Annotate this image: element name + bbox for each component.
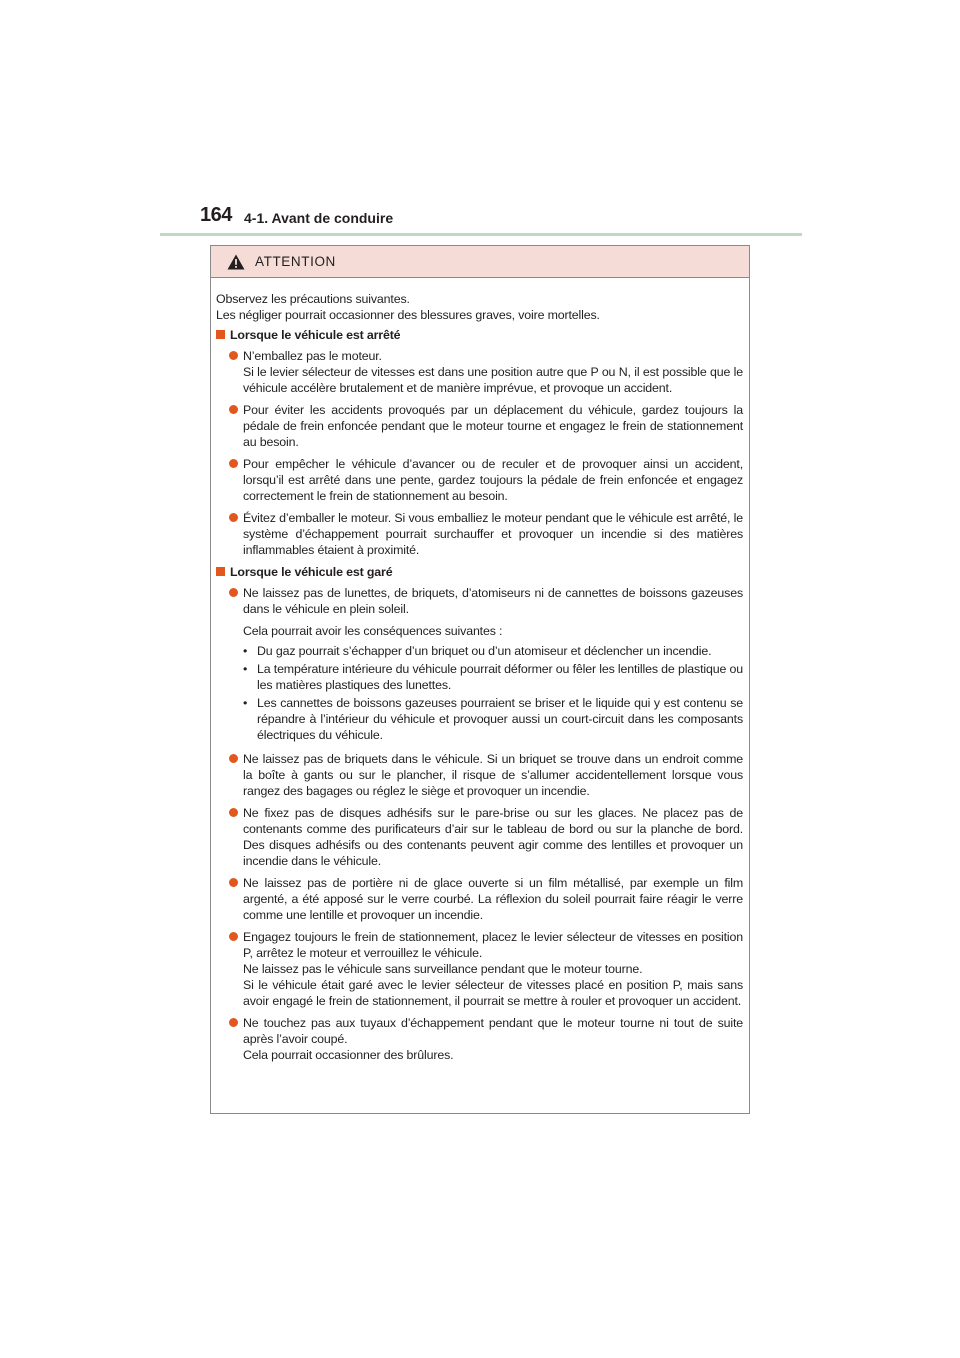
paragraph: Évitez d’emballer le moteur. Si vous emballiez le moteur pendant que le véhicule est arrêté, le système d’échappement pourrait surchauffer et provoquer un incendie si des matières inflammables étaient à proximité. (243, 511, 743, 557)
list-item (216, 1015, 743, 1063)
sub-bullet-icon: • (243, 696, 248, 710)
circle-bullet-icon (229, 405, 238, 414)
section-title: 4-1. Avant de conduire (244, 210, 394, 226)
sub-list-item-text: Du gaz pourrait s’échapper d’un briquet ou d’un atomiseur et déclencher un incendie. (257, 644, 712, 658)
paragraph: Pour empêcher le véhicule d’avancer ou de reculer et de provoquer ainsi un accident, lorsqu’il est arrêté dans une pente, gardez toujours la pédale de frein enfoncée et engagez correctement le frein de stationnement au besoin. (243, 457, 743, 503)
list-item-text (243, 402, 743, 450)
paragraph: Ne touchez pas aux tuyaux d’échappement pendant que le moteur tourne ni tout de suite après l’avoir coupé. Cela pourrait occasionner des brûlures. (243, 1016, 743, 1062)
header-divider (160, 233, 802, 236)
sub-list-item-text: Les cannettes de boissons gazeuses pourraient se briser et le liquide qui y est contenu se répandre à l’intérieur du véhicule et provoquer aussi un court-circuit dans les composants électriques du véhicule. (257, 696, 743, 742)
circle-bullet-icon (229, 588, 238, 597)
paragraph: N’emballez pas le moteur. Si le levier sélecteur de vitesses est dans une position autre que P ou N, il est possible que le véhicule accélère brutalement et de manière imprévue, et provoque un accident. (243, 349, 743, 395)
list-item-text (243, 348, 743, 396)
page-number: 164 (200, 204, 232, 226)
warning-box-title: ATTENTION (255, 254, 336, 269)
list-item (216, 805, 743, 869)
circle-bullet-icon (229, 808, 238, 817)
section-heading (216, 327, 743, 343)
section-label: Lorsque le véhicule est arrêté (230, 328, 401, 342)
circle-bullet-icon (229, 459, 238, 468)
list-item-text (243, 875, 743, 923)
list-item-text (243, 929, 743, 1009)
square-bullet-icon (216, 330, 225, 339)
list-item (216, 751, 743, 799)
list-item-text (243, 510, 743, 558)
list-item-text (243, 456, 743, 504)
list-item (216, 929, 743, 1009)
list-item (216, 510, 743, 558)
list-item (216, 585, 743, 745)
intro-line: Observez les précautions suivantes. (216, 292, 410, 306)
list-item (216, 402, 743, 450)
list-item-text (243, 585, 743, 745)
warning-triangle-icon (227, 254, 245, 270)
list-item (216, 456, 743, 504)
list-item-text (243, 805, 743, 869)
section-heading (216, 564, 743, 580)
sub-list (243, 643, 743, 743)
paragraph: Engagez toujours le frein de stationnement, placez le levier sélecteur de vitesses en position P, arrêtez le moteur et verrouillez le véhicule. Ne laissez pas le véhicule sans surveillance pendant que le moteur tourne. Si le véhicule était garé avec le levier sélecteur de vitesses placé en position P, mais sans avoir engagé le frein de stationnement, il pourrait se mettre à rouler et provoquer un accident. (243, 930, 743, 1008)
paragraph: Cela pourrait avoir les conséquences suivantes : (243, 624, 503, 638)
warning-box-content (211, 278, 749, 1063)
sub-bullet-icon: • (243, 662, 248, 676)
sub-list-item (243, 643, 743, 659)
list-item-text (243, 751, 743, 799)
circle-bullet-icon (229, 351, 238, 360)
list-item-text (243, 1015, 743, 1063)
list-item (216, 348, 743, 396)
paragraph: Ne laissez pas de briquets dans le véhicule. Si un briquet se trouve dans un endroit comme la boîte à gants ou sur le plancher, il risque de s’allumer accidentellement lorsque vous rangez des bagages ou réglez le siège et provoquer un incendie. (243, 752, 743, 798)
section-label: Lorsque le véhicule est garé (230, 565, 393, 579)
square-bullet-icon (216, 567, 225, 576)
warning-box-header (211, 246, 749, 278)
circle-bullet-icon (229, 932, 238, 941)
circle-bullet-icon (229, 1018, 238, 1027)
circle-bullet-icon (229, 878, 238, 887)
sub-list-item (243, 695, 743, 743)
intro (216, 291, 743, 323)
paragraph: Ne fixez pas de disques adhésifs sur le pare-brise ou sur les glaces. Ne placez pas de contenants comme des purificateurs d’air sur le tableau de bord ou sur la planche de bord. Des disques adhésifs ou des contenants peuvent agir comme des lentilles et provoquer un incendie dans le véhicule. (243, 806, 743, 868)
list-item (216, 875, 743, 923)
sub-list-item (243, 661, 743, 693)
warning-box (210, 245, 750, 1114)
sub-bullet-icon: • (243, 644, 248, 658)
paragraph: Ne laissez pas de portière ni de glace ouverte si un film métallisé, par exemple un film argenté, a été apposé sur le verre courbé. La réflexion du soleil pourrait faire réagir le verre comme une lentille et provoquer un incendie. (243, 876, 743, 922)
paragraph: Pour éviter les accidents provoqués par un déplacement du véhicule, gardez toujours la pédale de frein enfoncée pendant que le moteur tourne et engagez le frein de stationnement au besoin. (243, 403, 743, 449)
paragraph: Ne laissez pas de lunettes, de briquets, d’atomiseurs ni de cannettes de boissons gazeuses dans le véhicule en plein soleil. (243, 586, 743, 616)
sections (216, 327, 743, 1063)
circle-bullet-icon (229, 754, 238, 763)
page-header (200, 204, 800, 234)
circle-bullet-icon (229, 513, 238, 522)
intro-line: Les négliger pourrait occasionner des blessures graves, voire mortelles. (216, 308, 600, 322)
sub-list-item-text: La température intérieure du véhicule pourrait déformer ou fêler les lentilles de plastique ou les matières plastiques des lunettes. (257, 662, 743, 692)
